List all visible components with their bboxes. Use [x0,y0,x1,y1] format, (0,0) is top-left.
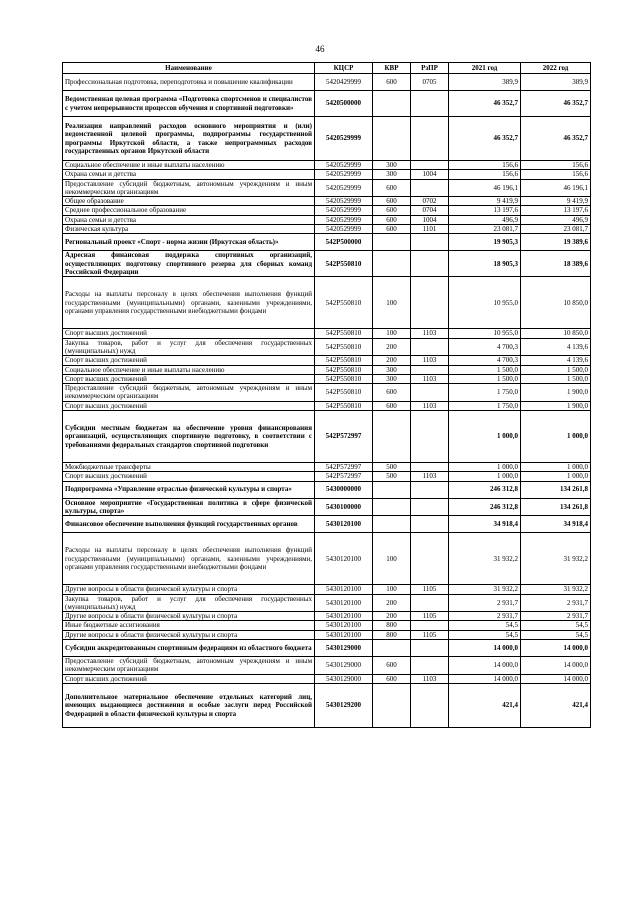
row-name-cell: Охрана семьи и детства [63,170,315,179]
row-2021-cell: 13 197,6 [449,206,521,215]
row-rzpr-cell: 1004 [411,170,449,179]
row-kvr-cell [373,640,411,657]
row-2021-cell: 18 905,3 [449,251,521,277]
row-2021-cell: 2 931,7 [449,594,521,612]
row-2022-cell: 18 389,6 [521,251,591,277]
row-name-cell: Спорт высших достижений [63,472,315,481]
row-name-cell: Региональный проект «Спорт - норма жизни (Иркутская область)» [63,234,315,251]
row-2021-cell: 31 932,2 [449,533,521,585]
row-rzpr-cell: 1103 [411,472,449,481]
row-2022-cell: 46 196,1 [521,179,591,197]
row-kcsr-cell: 5430120100 [315,612,373,621]
row-rzpr-cell [411,481,449,498]
row-kcsr-cell: 5430129000 [315,640,373,657]
row-2022-cell: 54,5 [521,621,591,630]
table-row [63,594,591,612]
table-row [63,170,591,179]
row-kvr-cell: 800 [373,621,411,630]
row-2021-cell: 2 931,7 [449,612,521,621]
row-name-cell: Физическая культура [63,225,315,234]
table-row [63,585,591,594]
row-kcsr-cell: 5420529999 [315,215,373,224]
row-2022-cell: 496,9 [521,215,591,224]
row-kcsr-cell: 5430129000 [315,657,373,675]
row-kvr-cell [373,516,411,533]
row-rzpr-cell: 1105 [411,585,449,594]
budget-table [62,62,591,728]
table-row [63,234,591,251]
row-kvr-cell [373,251,411,277]
row-name-cell: Профессиональная подготовка, переподготовка и повышение квалификации [63,74,315,91]
row-kvr-cell [373,481,411,498]
row-name-cell: Закупка товаров, работ и услуг для обеспечения государственных (муниципальных) нужд [63,594,315,612]
row-2022-cell: 1 500,0 [521,365,591,374]
row-rzpr-cell: 1105 [411,612,449,621]
row-2021-cell: 9 419,9 [449,197,521,206]
row-kvr-cell: 200 [373,594,411,612]
table-row [63,411,591,463]
table-row [63,630,591,639]
row-kvr-cell: 500 [373,472,411,481]
row-2021-cell: 10 955,0 [449,329,521,338]
row-2022-cell: 156,6 [521,170,591,179]
row-rzpr-cell: 0705 [411,74,449,91]
row-rzpr-cell: 1103 [411,374,449,383]
row-kvr-cell: 100 [373,277,411,329]
row-2021-cell: 1 000,0 [449,463,521,472]
row-kvr-cell: 300 [373,170,411,179]
row-name-cell: Реализация направлений расходов основного мероприятия и (или) ведомственной целевой программы, подпрограммы государственной программы Иркутской области, а также непрограммных расходов государственных органов Иркутской области [63,117,315,161]
row-name-cell: Подпрограмма «Управление отраслью физической культуры и спорта» [63,481,315,498]
row-rzpr-cell [411,179,449,197]
row-name-cell: Общее образование [63,197,315,206]
row-name-cell: Ведомственная целевая программа «Подготовка спортсменов и специалистов с учетом непрерывности процессов обучения и спортивной подготовки» [63,91,315,117]
row-2021-cell: 10 955,0 [449,277,521,329]
row-kvr-cell: 100 [373,585,411,594]
row-2022-cell: 4 139,6 [521,356,591,365]
row-kvr-cell: 600 [373,657,411,675]
row-2021-cell: 23 081,7 [449,225,521,234]
row-rzpr-cell: 0702 [411,197,449,206]
row-kvr-cell: 600 [373,384,411,402]
row-name-cell: Среднее профессиональное образование [63,206,315,215]
table-row [63,384,591,402]
row-2021-cell: 1 750,0 [449,401,521,410]
row-kcsr-cell: 542P572997 [315,463,373,472]
row-2022-cell: 19 389,6 [521,234,591,251]
row-rzpr-cell: 0704 [411,206,449,215]
row-rzpr-cell [411,516,449,533]
row-rzpr-cell [411,91,449,117]
row-rzpr-cell [411,411,449,463]
table-row [63,161,591,170]
header-kcsr: КЦСР [315,63,373,74]
row-name-cell: Дополнительное материальное обеспечение отдельных категорий лиц, имеющих выдающиеся достижения и особые заслуги перед Российской Федерацией в области физической культуры и спорта [63,683,315,727]
row-name-cell: Иные бюджетные ассигнования [63,621,315,630]
row-rzpr-cell [411,384,449,402]
table-row [63,215,591,224]
row-rzpr-cell [411,365,449,374]
row-kvr-cell: 600 [373,206,411,215]
row-rzpr-cell [411,640,449,657]
row-2022-cell: 10 850,0 [521,329,591,338]
row-rzpr-cell [411,594,449,612]
row-name-cell: Спорт высших достижений [63,374,315,383]
table-row [63,374,591,383]
row-kvr-cell [373,234,411,251]
table-row [63,117,591,161]
row-name-cell: Спорт высших достижений [63,401,315,410]
row-kvr-cell: 600 [373,74,411,91]
table-row [63,498,591,516]
row-rzpr-cell [411,338,449,356]
row-2021-cell: 156,6 [449,161,521,170]
row-2021-cell: 421,4 [449,683,521,727]
row-2022-cell: 23 081,7 [521,225,591,234]
row-2022-cell: 1 500,0 [521,374,591,383]
row-2021-cell: 19 905,3 [449,234,521,251]
row-kvr-cell: 500 [373,463,411,472]
table-row [63,640,591,657]
row-name-cell: Межбюджетные трансферты [63,463,315,472]
row-2022-cell: 389,9 [521,74,591,91]
row-2021-cell: 1 750,0 [449,384,521,402]
table-row [63,683,591,727]
row-name-cell: Другие вопросы в области физической культуры и спорта [63,585,315,594]
row-2021-cell: 31 932,2 [449,585,521,594]
row-name-cell: Охрана семьи и детства [63,215,315,224]
row-2021-cell: 1 000,0 [449,472,521,481]
row-kvr-cell: 200 [373,338,411,356]
row-kcsr-cell: 5430120100 [315,621,373,630]
row-rzpr-cell [411,117,449,161]
row-2021-cell: 14 000,0 [449,640,521,657]
row-kcsr-cell: 5420500000 [315,91,373,117]
row-kvr-cell: 600 [373,179,411,197]
page-number: 46 [315,44,325,54]
row-kcsr-cell: 542P572997 [315,472,373,481]
row-kvr-cell: 300 [373,161,411,170]
row-kvr-cell [373,498,411,516]
row-kcsr-cell: 5420529999 [315,179,373,197]
table-row [63,657,591,675]
row-rzpr-cell: 1101 [411,225,449,234]
row-rzpr-cell [411,277,449,329]
row-kvr-cell: 200 [373,612,411,621]
row-kcsr-cell: 5430120100 [315,516,373,533]
table-row [63,225,591,234]
table-header-row [63,63,591,74]
row-2022-cell: 46 352,7 [521,91,591,117]
table-row [63,329,591,338]
row-kvr-cell: 300 [373,374,411,383]
table-row [63,516,591,533]
row-name-cell: Спорт высших достижений [63,329,315,338]
row-kcsr-cell: 5420429999 [315,74,373,91]
row-kcsr-cell: 542P550810 [315,356,373,365]
row-2021-cell: 46 352,7 [449,91,521,117]
row-kvr-cell: 600 [373,674,411,683]
row-2022-cell: 46 352,7 [521,117,591,161]
table-row [63,91,591,117]
row-name-cell: Предоставление субсидий бюджетным, автономным учреждениям и иным некоммерческим организациям [63,179,315,197]
row-rzpr-cell [411,251,449,277]
row-2022-cell: 1 900,0 [521,384,591,402]
row-2022-cell: 14 000,0 [521,674,591,683]
row-2021-cell: 1 000,0 [449,411,521,463]
row-2021-cell: 156,6 [449,170,521,179]
row-kcsr-cell: 5430120100 [315,594,373,612]
row-name-cell: Субсидии местным бюджетам на обеспечение уровня финансирования организаций, осуществляющих спортивную подготовку, в соответствии с требованиями федеральных стандартов спортивной подготовки [63,411,315,463]
row-kvr-cell: 600 [373,197,411,206]
row-2022-cell: 54,5 [521,630,591,639]
row-2022-cell: 31 932,2 [521,585,591,594]
row-name-cell: Другие вопросы в области физической культуры и спорта [63,630,315,639]
row-name-cell: Другие вопросы в области физической культуры и спорта [63,612,315,621]
row-2022-cell: 1 000,0 [521,411,591,463]
row-2021-cell: 4 700,3 [449,356,521,365]
table-row [63,472,591,481]
row-kcsr-cell: 5430120100 [315,533,373,585]
row-kcsr-cell: 5430120100 [315,585,373,594]
table-row [63,365,591,374]
row-2022-cell: 2 931,7 [521,612,591,621]
table-row [63,533,591,585]
header-2021: 2021 год [449,63,521,74]
row-2022-cell: 1 900,0 [521,401,591,410]
table-row [63,197,591,206]
table-row [63,401,591,410]
row-name-cell: Спорт высших достижений [63,674,315,683]
row-name-cell: Предоставление субсидий бюджетным, автономным учреждениям и иным некоммерческим организациям [63,657,315,675]
row-rzpr-cell [411,683,449,727]
table-row [63,356,591,365]
row-kcsr-cell: 542P550810 [315,277,373,329]
row-rzpr-cell [411,498,449,516]
row-rzpr-cell: 1105 [411,630,449,639]
row-2022-cell: 14 000,0 [521,640,591,657]
header-name: Наименование [63,63,315,74]
row-2021-cell: 54,5 [449,630,521,639]
row-name-cell: Основное мероприятие «Государственная политика в сфере физической культуры, спорта» [63,498,315,516]
row-kcsr-cell: 5420529999 [315,206,373,215]
row-rzpr-cell: 1103 [411,674,449,683]
row-kcsr-cell: 5420529999 [315,117,373,161]
row-2021-cell: 1 500,0 [449,374,521,383]
row-name-cell: Социальное обеспечение и иные выплаты населению [63,365,315,374]
header-rzpr: РзПР [411,63,449,74]
row-kvr-cell: 100 [373,329,411,338]
row-kcsr-cell: 5430000000 [315,481,373,498]
row-name-cell: Предоставление субсидий бюджетным, автономным учреждениям и иным некоммерческим организациям [63,384,315,402]
row-2022-cell: 421,4 [521,683,591,727]
row-2022-cell: 34 918,4 [521,516,591,533]
row-2021-cell: 14 000,0 [449,674,521,683]
row-name-cell: Спорт высших достижений [63,356,315,365]
row-2022-cell: 10 850,0 [521,277,591,329]
row-2021-cell: 1 500,0 [449,365,521,374]
row-kvr-cell: 100 [373,533,411,585]
row-kcsr-cell: 542P572997 [315,411,373,463]
row-kcsr-cell: 542P500000 [315,234,373,251]
row-name-cell: Социальное обеспечение и иные выплаты населению [63,161,315,170]
row-2021-cell: 14 000,0 [449,657,521,675]
row-kvr-cell: 600 [373,225,411,234]
row-kvr-cell: 200 [373,356,411,365]
row-2022-cell: 2 931,7 [521,594,591,612]
table-row [63,74,591,91]
row-kcsr-cell: 542P550810 [315,329,373,338]
table-row [63,463,591,472]
table-row [63,277,591,329]
table-row [63,612,591,621]
row-2022-cell: 134 261,8 [521,481,591,498]
row-kvr-cell: 600 [373,401,411,410]
row-2021-cell: 34 918,4 [449,516,521,533]
table-row [63,621,591,630]
row-rzpr-cell: 1004 [411,215,449,224]
row-kcsr-cell: 5420529999 [315,225,373,234]
row-2022-cell: 13 197,6 [521,206,591,215]
row-rzpr-cell: 1103 [411,401,449,410]
row-rzpr-cell [411,463,449,472]
row-2021-cell: 246 312,8 [449,481,521,498]
row-rzpr-cell [411,161,449,170]
row-kcsr-cell: 5430129200 [315,683,373,727]
row-kcsr-cell: 5430100000 [315,498,373,516]
row-2021-cell: 389,9 [449,74,521,91]
row-2022-cell: 1 000,0 [521,463,591,472]
row-rzpr-cell: 1103 [411,329,449,338]
row-kvr-cell [373,411,411,463]
row-kcsr-cell: 542P550810 [315,374,373,383]
row-2021-cell: 54,5 [449,621,521,630]
row-rzpr-cell [411,621,449,630]
row-kcsr-cell: 5430129000 [315,674,373,683]
row-rzpr-cell: 1103 [411,356,449,365]
row-kvr-cell [373,117,411,161]
row-kvr-cell [373,91,411,117]
row-kvr-cell: 800 [373,630,411,639]
row-rzpr-cell [411,533,449,585]
header-2022: 2022 год [521,63,591,74]
table-row [63,251,591,277]
row-kcsr-cell: 542P550810 [315,384,373,402]
row-name-cell: Расходы на выплаты персоналу в целях обеспечения выполнения функций государственными (муниципальными) органами, казенными учреждениями, органами управления государственными внебюджетными фондами [63,277,315,329]
row-2021-cell: 4 700,3 [449,338,521,356]
table-row [63,481,591,498]
table-row [63,179,591,197]
row-kcsr-cell: 542P550810 [315,338,373,356]
row-2021-cell: 246 312,8 [449,498,521,516]
row-kcsr-cell: 5420529999 [315,170,373,179]
row-name-cell: Расходы на выплаты персоналу в целях обеспечения выполнения функций государственными (муниципальными) органами, казенными учреждениями, органами управления государственными внебюджетными фондами [63,533,315,585]
row-kcsr-cell: 542P550810 [315,251,373,277]
row-kcsr-cell: 5420529999 [315,197,373,206]
row-2022-cell: 1 000,0 [521,472,591,481]
row-name-cell: Закупка товаров, работ и услуг для обеспечения государственных (муниципальных) нужд [63,338,315,356]
row-name-cell: Адресная финансовая поддержка спортивных организаций, осуществляющих подготовку спортивного резерва для сборных команд Российской Федерации [63,251,315,277]
row-2022-cell: 4 139,6 [521,338,591,356]
row-2021-cell: 46 352,7 [449,117,521,161]
row-kcsr-cell: 5430120100 [315,630,373,639]
row-2022-cell: 31 932,2 [521,533,591,585]
row-name-cell: Субсидии аккредитованным спортивным федерациям из областного бюджета [63,640,315,657]
row-kvr-cell [373,683,411,727]
row-rzpr-cell [411,234,449,251]
row-kcsr-cell: 542P550810 [315,401,373,410]
table-row [63,206,591,215]
row-2021-cell: 46 196,1 [449,179,521,197]
row-kcsr-cell: 542P550810 [315,365,373,374]
row-2022-cell: 156,6 [521,161,591,170]
row-2021-cell: 496,9 [449,215,521,224]
row-kcsr-cell: 5420529999 [315,161,373,170]
header-kvr: КВР [373,63,411,74]
table-row [63,338,591,356]
row-name-cell: Финансовое обеспечение выполнения функций государственных органов [63,516,315,533]
row-kvr-cell: 600 [373,215,411,224]
table-row [63,674,591,683]
row-2022-cell: 134 261,8 [521,498,591,516]
row-2022-cell: 9 419,9 [521,197,591,206]
row-2022-cell: 14 000,0 [521,657,591,675]
row-rzpr-cell [411,657,449,675]
row-kvr-cell: 300 [373,365,411,374]
